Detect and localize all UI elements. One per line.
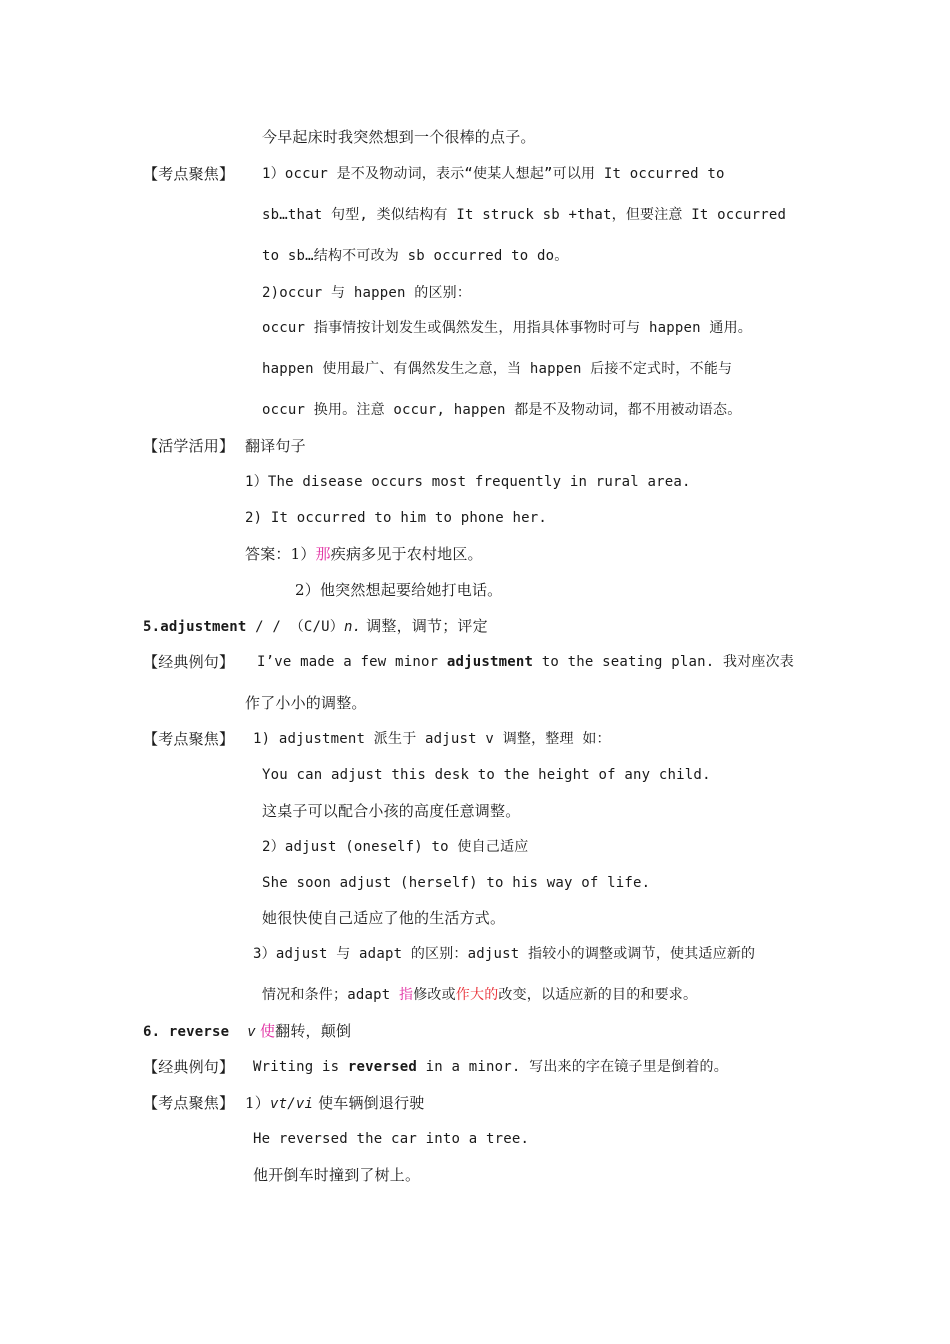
text-span: / / （C/U） [246,619,344,635]
highlight-span: 指 [398,987,414,1003]
text-span: 使车辆倒退行驶 [313,1094,425,1112]
text-line: 今早起床时我突然想到一个很棒的点子。 [262,128,536,146]
text-line: to sb…结构不可改为 sb occurred to do。 [262,248,569,264]
text-span: 修改或 [413,987,456,1003]
text-line: 翻译句子 [245,437,306,455]
text-line: You can adjust this desk to the height of any child. [262,767,711,783]
text-line: 她很快使自己适应了他的生活方式。 [262,909,506,927]
example-line [253,1057,728,1077]
text-span: 答案：1） [245,545,316,563]
text-line: 1）The disease occurs most frequently in rural area. [245,474,691,490]
text-line: happen 使用最广、有偶然发生之意，当 happen 后接不定式时，不能与 [262,361,733,377]
text-span: 情况和条件；adapt [262,987,399,1003]
highlight-span: 使 [259,1022,276,1040]
text-line: She soon adjust (herself) to his way of life. [262,875,651,891]
part-of-speech: n. [343,619,362,635]
highlight-span: 作大的 [455,987,499,1003]
headword: 6. reverse [143,1024,230,1040]
text-span: 调整，调节；评定 [361,617,488,635]
answer-line: 2）他突然想起要给她打电话。 [295,581,503,599]
text-line: sb…that 句型, 类似结构有 It struck sb +that，但要注意 It occurred [262,207,787,223]
section-tag: 【考点聚焦】 [143,730,235,748]
section-tag: 【考点聚焦】 [143,165,235,183]
keyword: reversed [347,1059,417,1075]
keyword: adjustment [446,654,534,670]
section-tag: 【经典例句】 [143,1058,235,1076]
answer-line [245,544,483,564]
entry-heading [143,1021,351,1042]
text-line: occur 换用。注意 occur, happen 都是不及物动词，都不用被动语态。 [262,402,742,418]
text-line: occur 指事情按计划发生或偶然发生，用指具体事物时可与 happen 通用。 [262,320,753,336]
entry-heading [143,616,488,637]
text-span: 1） [245,1094,270,1112]
text-line: He reversed the car into a tree. [253,1131,530,1147]
section-tag: 【活学活用】 [143,437,235,455]
text-span: to the seating plan. 我对座次表 [533,654,794,670]
text-span: 疾病多见于农村地区。 [330,545,483,563]
text-line: 2) It occurred to him to phone her. [245,510,548,526]
text-line: 1) adjustment 派生于 adjust v 调整，整理 如： [253,731,611,747]
text-span: in a minor. 写出来的字在镜子里是倒着的。 [416,1059,728,1075]
text-line: 3）adjust 与 adapt 的区别：adjust 指较小的调整或调节，使其适应新的 [253,946,756,962]
text-span: 翻转，颠倒 [275,1022,352,1040]
section-tag: 【经典例句】 [143,653,235,671]
text-span: Writing is [253,1059,348,1075]
text-line: 他开倒车时撞到了树上。 [253,1166,421,1184]
text-line: 2）adjust (oneself) to 使自己适应 [262,839,529,855]
text-line: 作了小小的调整。 [245,694,367,712]
text-span: 改变，以适应新的目的和要求。 [498,987,698,1003]
part-of-speech: vt/vi [269,1096,314,1112]
text-line [245,1093,424,1114]
text-line [262,985,697,1005]
text-line: 1）occur 是不及物动词，表示“使某人想起”可以用 It occurred to [262,166,725,182]
part-of-speech: v [247,1024,256,1040]
example-line [257,652,794,672]
text-line: 2)occur 与 happen 的区别： [262,285,472,301]
text-span: I’ve made a few minor [257,654,447,670]
headword: 5.adjustment [143,619,247,635]
text-line: 这桌子可以配合小孩的高度任意调整。 [262,802,521,820]
section-tag: 【考点聚焦】 [143,1094,235,1112]
highlight-span: 那 [315,545,331,563]
